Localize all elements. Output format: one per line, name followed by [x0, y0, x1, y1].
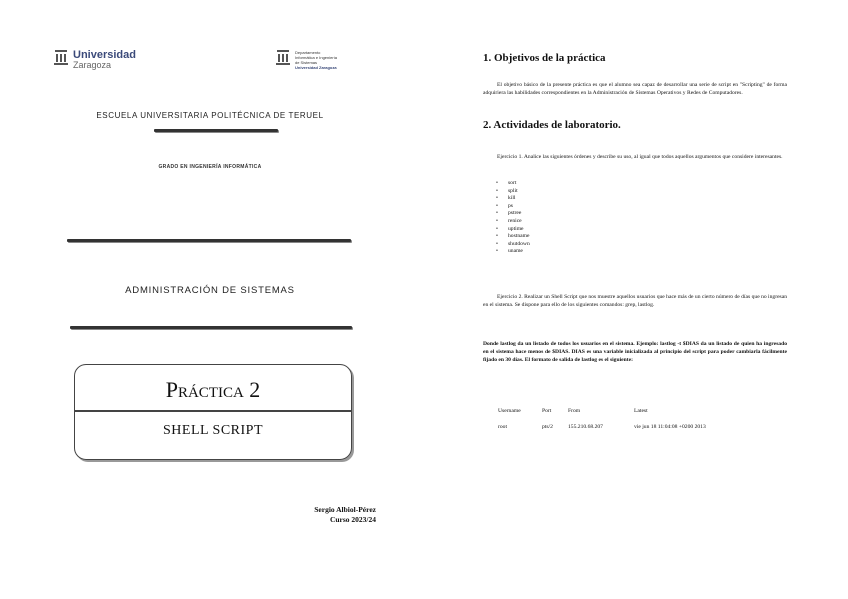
list-item: • uptime	[496, 226, 530, 234]
table-cell: vie jun 18 11:04:08 +0200 2013	[634, 424, 706, 430]
content-page	[424, 0, 848, 599]
exercise2-text: Ejercicio 2. Realizar un Shell Script que nos muestre aquellos usuarios que hace más de un cierto número de días que no ingresan en el sistema. Se dispone para ello de los siguientes comandos: grep, lastlog.	[483, 294, 788, 308]
table-header: Port	[542, 408, 552, 414]
table-header-row	[498, 403, 714, 419]
list-item: • ps	[496, 203, 530, 211]
list-item: • sort	[496, 180, 530, 188]
university-crest-icon	[54, 50, 68, 68]
course-year: Curso 2023/24	[329, 515, 376, 524]
exercise2-paragraph	[483, 293, 787, 309]
lastlog-text: Donde lastlog da un listado de todos los usuarios en el sistema. Ejemplo: lastlog -t $DIAS da un listado de quien ha ingresado en el sistema hace menos de $DIAS. DIAS es una variable inicializada al principio del script para poder cambiarla fácilmente fijado en 30 días. El formato de salida de lastlog es el siguiente:	[483, 341, 787, 363]
dept-line: Departamento	[295, 50, 321, 55]
cover-page	[0, 0, 420, 599]
lastlog-paragraph	[483, 340, 787, 364]
list-item: • split	[496, 188, 530, 196]
table-row	[498, 419, 714, 435]
subject-name: ADMINISTRACIÓN DE SISTEMAS	[125, 285, 295, 296]
table-header: Latest	[634, 408, 648, 414]
author-name: Sergio Albiol-Pérez	[314, 505, 376, 514]
degree-name: GRADO EN INGENIERÍA INFORMÁTICA	[158, 164, 262, 170]
university-name: Universidad	[73, 49, 136, 61]
section1-title: 1. Objetivos de la práctica	[483, 52, 606, 64]
department-logo	[276, 50, 337, 70]
practice-subtitle: SHELL SCRIPT	[163, 423, 263, 438]
divider	[67, 239, 351, 242]
command-list	[496, 180, 530, 256]
list-item: • kill	[496, 195, 530, 203]
department-crest-icon	[276, 50, 290, 68]
lastlog-table	[498, 403, 714, 435]
practice-title: Práctica 2	[165, 377, 261, 402]
list-item: • uname	[496, 248, 530, 256]
dept-line: Universidad Zaragoza	[295, 65, 337, 70]
table-header: From	[568, 408, 581, 414]
table-cell: pts/2	[542, 424, 553, 430]
divider	[154, 129, 278, 132]
school-name: ESCUELA UNIVERSITARIA POLITÉCNICA DE TERUEL	[96, 111, 324, 120]
list-item: • pstree	[496, 210, 530, 218]
box-divider	[75, 410, 351, 412]
exercise1-text: Ejercicio 1. Analice las siguientes órdenes y describe su uso, al igual que todos aquellos argumentos que considere interesantes.	[497, 154, 783, 160]
exercise1-paragraph	[483, 153, 787, 161]
section2-title: 2. Actividades de laboratorio.	[483, 119, 621, 131]
table-header: Username	[498, 408, 521, 414]
divider	[70, 326, 352, 329]
dept-line: de Sistemas	[295, 60, 318, 65]
university-city: Zaragoza	[73, 60, 112, 70]
practice-title-box	[74, 364, 352, 460]
author-block	[314, 505, 376, 525]
table-cell: 155.210.68.207	[568, 424, 603, 430]
list-item: • shutdown	[496, 241, 530, 249]
university-logo	[54, 50, 136, 70]
table-cell: root	[498, 424, 508, 430]
list-item: • renice	[496, 218, 530, 226]
section1-text: El objetivo básico de la presente práctica es que el alumno sea capaz de desarrollar una serie de script en "Scripting" de forma adquiriera las habilidades correspondientes en la Administración de Sistemas Operativos y Redes de Computadores.	[483, 82, 787, 96]
list-item: • hostname	[496, 233, 530, 241]
section1-paragraph	[483, 81, 787, 97]
dept-line: Informática e Ingeniería	[295, 55, 338, 60]
